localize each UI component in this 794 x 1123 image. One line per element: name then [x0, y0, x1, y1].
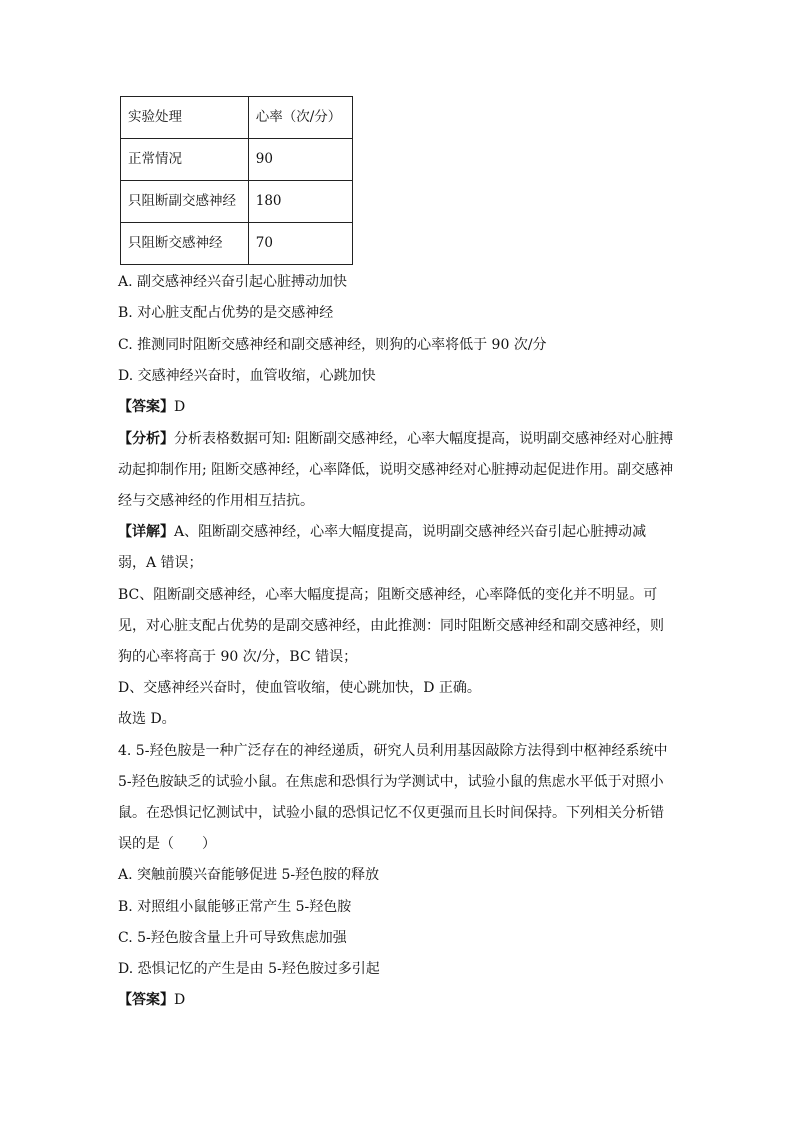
table-cell: 只阻断副交感神经 — [121, 181, 249, 223]
table-header-cell: 心率（次/分） — [248, 97, 352, 139]
table-cell: 只阻断交感神经 — [121, 223, 249, 265]
table-cell: 90 — [248, 139, 352, 181]
q4-stem-line: 5-羟色胺缺乏的试验小鼠。在焦虑和恐惧行为学测试中，试验小鼠的焦虑水平低于对照小 — [118, 774, 664, 790]
answer-label: 【答案】 — [118, 992, 174, 1008]
q3-detail-line: BC、阻断副交感神经，心率大幅度提高；阻断交感神经，心率降低的变化并不明显。可 — [118, 587, 658, 603]
answer-value: D — [174, 399, 186, 415]
q3-detail-line: 弱，A 错误； — [118, 555, 203, 571]
q4-stem-line: 误的是（ ） — [118, 836, 216, 852]
q4-stem-line: 4. 5-羟色胺是一种广泛存在的神经递质，研究人员利用基因敲除方法得到中枢神经系统中 — [118, 743, 668, 759]
table-header-cell: 实验处理 — [121, 97, 249, 139]
q3-detail-line: 见，对心脏支配占优势的是副交感神经，由此推测：同时阻断交感神经和副交感神经，则 — [118, 618, 664, 634]
q4-option-a: A. 突触前膜兴奋能够促进 5-羟色胺的释放 — [118, 867, 380, 883]
q4-answer — [118, 990, 185, 1010]
q3-answer — [118, 397, 185, 417]
q3-detail-line: 狗的心率将高于 90 次/分，BC 错误； — [118, 649, 358, 665]
q3-option-d: D. 交感神经兴奋时，血管收缩，心跳加快 — [118, 368, 376, 384]
table-cell: 正常情况 — [121, 139, 249, 181]
table-row — [121, 223, 353, 265]
table-header-row — [121, 97, 353, 139]
q3-option-a: A. 副交感神经兴奋引起心脏搏动加快 — [118, 274, 348, 290]
q4-option-c: C. 5-羟色胺含量上升可导致焦虑加强 — [118, 930, 347, 946]
q3-detail-line: 故选 D。 — [118, 711, 176, 727]
q4-stem-line: 鼠。在恐惧记忆测试中，试验小鼠的恐惧记忆不仅更强而且长时间保持。下列相关分析错 — [118, 805, 664, 821]
q3-analysis-line: 经与交感神经的作用相互拮抗。 — [118, 493, 314, 509]
answer-label: 【答案】 — [118, 399, 174, 415]
q3-detail-line — [118, 522, 646, 542]
q3-detail-line: D、交感神经兴奋时，使血管收缩，使心跳加快，D 正确。 — [118, 680, 481, 696]
table-row — [121, 139, 353, 181]
q3-option-c: C. 推测同时阻断交感神经和副交感神经，则狗的心率将低于 90 次/分 — [118, 337, 547, 353]
q4-option-d: D. 恐惧记忆的产生是由 5-羟色胺过多引起 — [118, 961, 380, 977]
table-cell: 70 — [248, 223, 352, 265]
table-row — [121, 181, 353, 223]
answer-value: D — [174, 992, 186, 1008]
detail-label: 【详解】 — [118, 524, 174, 540]
heart-rate-table — [120, 96, 353, 265]
table-cell: 180 — [248, 181, 352, 223]
analysis-label: 【分析】 — [118, 431, 174, 447]
q3-option-b: B. 对心脏支配占优势的是交感神经 — [118, 305, 334, 321]
q3-analysis-line — [118, 429, 673, 449]
q4-option-b: B. 对照组小鼠能够正常产生 5-羟色胺 — [118, 899, 352, 915]
detail-text: A、阻断副交感神经，心率大幅度提高，说明副交感神经兴奋引起心脏搏动减 — [174, 524, 647, 540]
q3-analysis-line: 动起抑制作用; 阻断交感神经，心率降低，说明交感神经对心脏搏动起促进作用。副交感神 — [118, 462, 674, 478]
analysis-text: 分析表格数据可知: 阻断副交感神经，心率大幅度提高，说明副交感神经对心脏搏 — [174, 431, 674, 447]
